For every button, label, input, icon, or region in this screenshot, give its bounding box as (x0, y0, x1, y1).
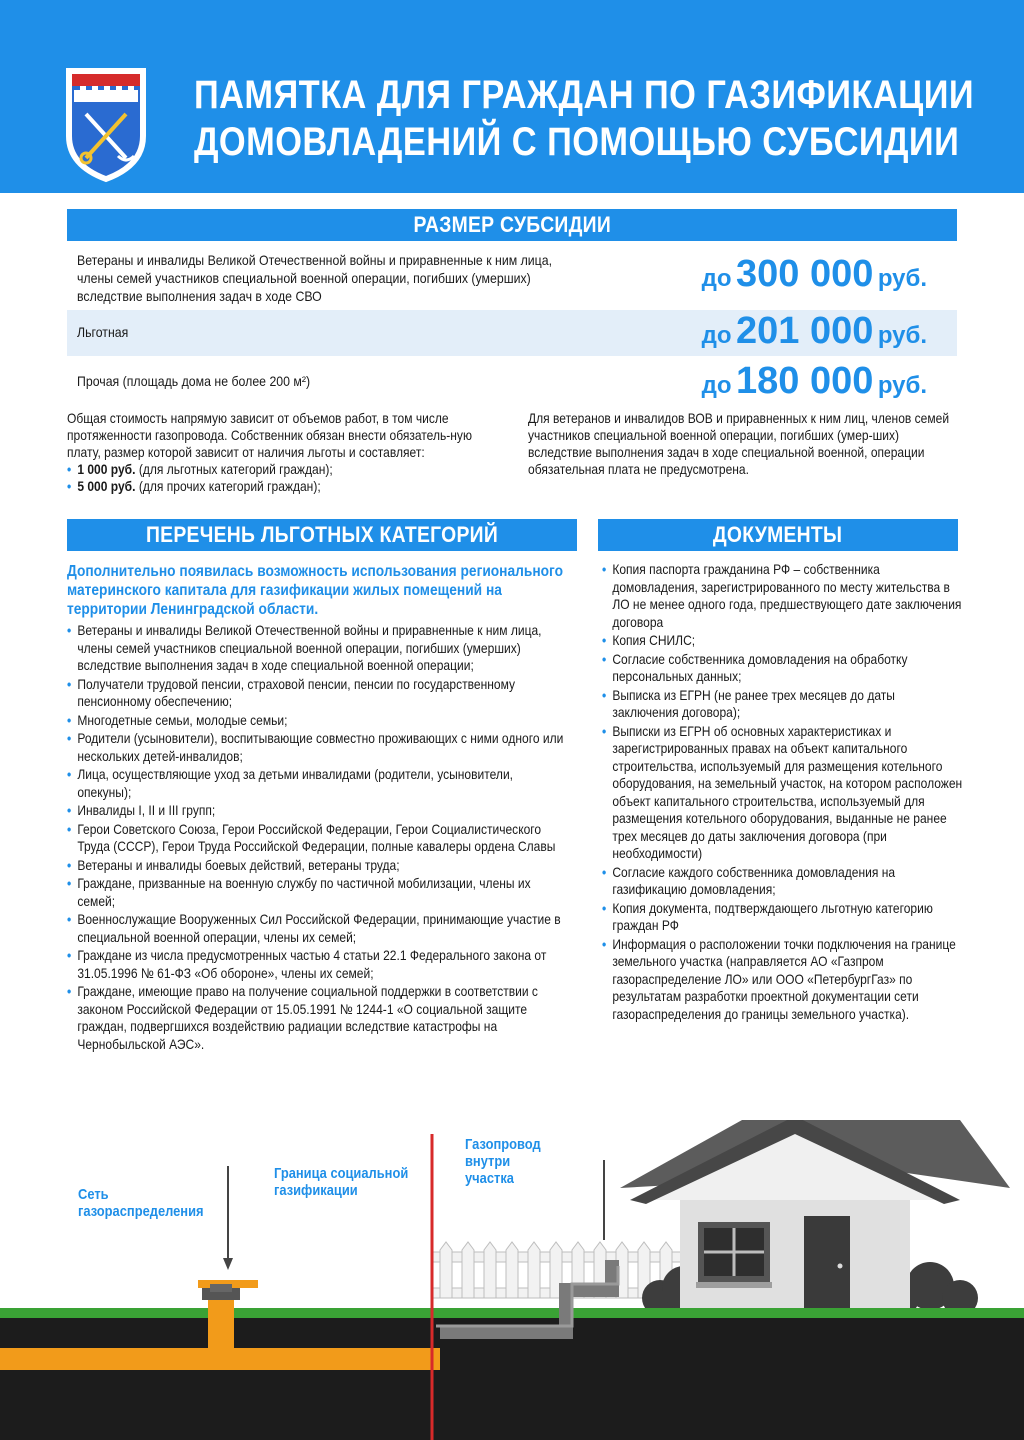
maternity-capital-note: Дополнительно появилась возможность использования регионального материнского капитала для газификации жилых помещений на территории Ленинградской области. (67, 563, 564, 618)
subsidy-row (67, 243, 957, 310)
list-item: • Информация о расположении точки подключения на границе земельного участка (направляется АО «Газпром газораспределение ЛО» или ООО «ПетербургГаз» по результатам разработки проектной документации сети газораспределения до границы земельного участка). (602, 936, 963, 1024)
label-social-border: Граница социальной газификации (274, 1165, 409, 1199)
page-title: ПАМЯТКА ДЛЯ ГРАЖДАН ПО ГАЗИФИКАЦИИ ДОМОВЛАДЕНИЙ С ПОМОЩЬЮ СУБСИДИИ (194, 73, 975, 164)
list-item: • Лица, осуществляющие уход за детьми инвалидами (родители, усыновители, опекуны); (67, 766, 566, 801)
subsidy-amount: до 180 000 руб. (701, 360, 927, 402)
subsidy-row (67, 358, 957, 404)
documents-section (602, 561, 963, 1024)
subsidy-row-label: Льготная (77, 324, 129, 340)
list-item: • Многодетные семьи, молодые семьи; (67, 712, 566, 730)
header-banner (0, 0, 1024, 193)
categories-section (67, 562, 566, 1054)
list-item: • Герои Советского Союза, Герои Российской Федерации, Герои Социалистического Труда (СССР), Герои Труда Российской Федерации, полные кавалеры ордена Славы (67, 821, 566, 856)
subsidy-row-label: Ветераны и инвалиды Великой Отечественной войны и приравненные к ним лица, члены семей участников специальной военной операции, погибших (умерших) вследствие выполнения задач в ходе СВО (77, 252, 552, 304)
documents-list (602, 561, 963, 1023)
list-item: • Копия документа, подтверждающего льготную категорию граждан РФ (602, 900, 963, 935)
list-item: • Военнослужащие Вооруженных Сил Российской Федерации, принимающие участие в специальной военной операции, члены их семей; (67, 911, 566, 946)
subsidy-row (67, 310, 957, 356)
list-item: • Ветераны и инвалиды Великой Отечественной войны и приравненные к ним лица, члены семей участников специальной военной операции, погибших (умерших) вследствие выполнения задач в ходе специальной военной операции; (67, 622, 566, 675)
payment-info-text: Общая стоимость напрямую зависит от объемов работ, в том числе протяженности газопровода. Собственник обязан внести обязатель-ную плату, размер которой зависит от наличия льготы и составляет: • 1 000 руб. (для льготных категорий граждан); • 5 000 руб. (для прочих категорий граждан); (67, 410, 495, 495)
documents-heading: ДОКУМЕНТЫ (598, 519, 958, 551)
exemption-text: Для ветеранов и инвалидов ВОВ и приравненных к ним лиц, членов семей участников специальной военной операции, погибших (умер-ших) вследствие выполнения задач в ходе специальной военной, операции обязательная плата не предусмотрена. (528, 410, 950, 477)
list-item: • Копия паспорта гражданина РФ – собственника домовладения, зарегистрированного по месту жительства в ЛО не менее одного года, предшествующего дате заключения договора (602, 561, 963, 631)
list-item: • Выписки из ЕГРН об основных характеристиках и зарегистрированных правах на объект капитального строительства, используемый для размещения котельного оборудования, на земельный участок, на котором расположен объект капитального строительства, используемый для размещения котельного оборудования, выданные не ранее трех месяцев до даты заключения договора (при необходимости) (602, 723, 963, 863)
list-item: • Граждане из числа предусмотренных частью 4 статьи 22.1 Федерального закона от 31.05.1996 № 61-ФЗ «Об обороне», члены их семей; (67, 947, 566, 982)
categories-list (67, 622, 566, 1053)
list-item: • Копия СНИЛС; (602, 632, 963, 650)
list-item: • Выписка из ЕГРН (не ранее трех месяцев до даты заключения договора); (602, 687, 963, 722)
coat-of-arms-icon (64, 66, 148, 184)
subsidy-amount: до 300 000 руб. (701, 253, 927, 295)
list-item: • Получатели трудовой пенсии, страховой пенсии, пенсии по государственному пенсионному обеспечению; (67, 676, 566, 711)
label-inner-pipe: Газопровод внутри участка (465, 1136, 541, 1187)
list-item: • Согласие каждого собственника домовладения на газификацию домовладения; (602, 864, 963, 899)
subsidy-row-label: Прочая (площадь дома не более 200 м²) (77, 373, 311, 389)
list-item: • Согласие собственника домовладения на обработку персональных данных; (602, 651, 963, 686)
list-item: • Граждане, имеющие право на получение социальной поддержки в соответствии с законом Российской Федерации от 15.05.1991 № 1244-1 «О социальной защите граждан, подвергшихся воздействию радиации вследствие катастрофы на Чернобыльской АЭС». (67, 983, 566, 1053)
list-item: • Граждане, призванные на военную службу по частичной мобилизации, члены их семей; (67, 875, 566, 910)
categories-heading: ПЕРЕЧЕНЬ ЛЬГОТНЫХ КАТЕГОРИЙ (67, 519, 577, 551)
subsidy-heading: РАЗМЕР СУБСИДИИ (67, 209, 957, 241)
list-item: • Родители (усыновители), воспитывающие совместно проживающих с ними одного или нескольких детей-инвалидов; (67, 730, 566, 765)
subsidy-amount: до 201 000 руб. (701, 310, 927, 352)
list-item: • Инвалиды I, II и III групп; (67, 802, 566, 820)
label-gas-network: Сеть газораспределения (78, 1186, 204, 1220)
list-item: • Ветераны и инвалиды боевых действий, ветераны труда; (67, 857, 566, 875)
